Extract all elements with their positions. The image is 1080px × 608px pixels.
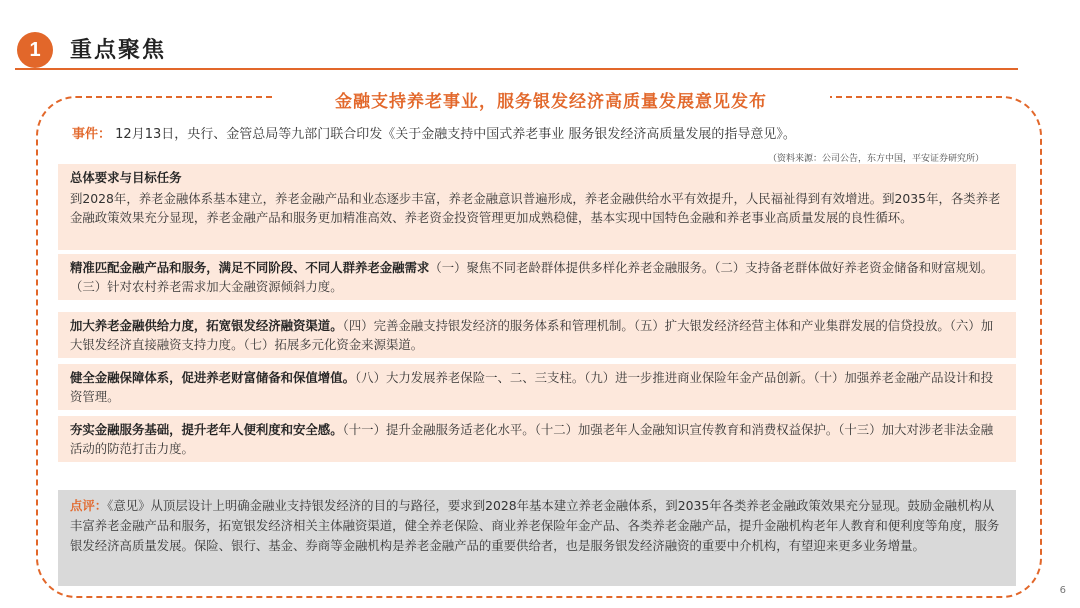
- overall-heading: 总体要求与目标任务: [70, 170, 182, 185]
- event-label: 事件：: [72, 127, 112, 142]
- title-divider: [15, 68, 1018, 70]
- section-title: 重点聚焦: [70, 38, 167, 63]
- policy-block-3: [58, 364, 1016, 410]
- policy-block-4-heading: 夯实金融服务基础，提升老年人便利度和安全感。: [70, 422, 343, 437]
- commentary-block: [58, 490, 1016, 586]
- policy-block-1-text: （一）聚焦不同老龄群体提供多样化养老金融服务。（二）支持备老群体做好养老资金储备和财富规划。（三）针对农村养老需求加大金融资源倾斜力度。: [70, 260, 994, 294]
- policy-block-3-heading: 健全金融保障体系，促进养老财富储备和保值增值。: [70, 370, 355, 385]
- commentary-label: 点评：: [70, 498, 108, 513]
- policy-block-4: [58, 416, 1016, 462]
- policy-block-1: [58, 254, 1016, 300]
- overall-requirements-block: [58, 164, 1016, 250]
- headline-banner: 金融支持养老事业，服务银发经济高质量发展意见发布: [272, 84, 830, 114]
- overall-text: 到2028年，养老金融体系基本建立，养老金融产品和业态逐步丰富，养老金融意识普遍形成，养老金融供给水平有效提升，人民福祉得到有效增进。到2035年，各类养老金融政策效果充分显现，养老金融产品和服务更加精准高效、养老资金投资管理更加成熟稳健，基本实现中国特色金融和养老事业高质量发展的良性循环。: [70, 191, 1001, 225]
- section-number-badge: 1: [17, 32, 53, 68]
- policy-block-3-text: （八）大力发展养老保险一、二、三支柱。（九）进一步推进商业保险年金产品创新。（十）加强养老金融产品设计和投资管理。: [70, 370, 994, 404]
- policy-block-4-text: （十一）提升金融服务适老化水平。（十二）加强老年人金融知识宣传教育和消费权益保护。（十三）加大对涉老非法金融活动的防范打击力度。: [70, 422, 994, 456]
- page-number: 6: [1059, 585, 1066, 596]
- policy-block-2-text: （四）完善金融支持银发经济的服务体系和管理机制。（五）扩大银发经济经营主体和产业集群发展的信贷投放。（六）加大银发经济直接融资支持力度。（七）拓展多元化资金来源渠道。: [70, 318, 994, 352]
- policy-block-1-heading: 精准匹配金融产品和服务，满足不同阶段、不同人群养老金融需求: [70, 260, 430, 275]
- policy-block-2: [58, 312, 1016, 358]
- source-note: （资料来源：公司公告，东方中国，平安证券研究所）: [767, 154, 984, 164]
- event-text: 12月13日，央行、金管总局等九部门联合印发《关于金融支持中国式养老事业 服务银发经济高质量发展的指导意见》。: [115, 127, 796, 142]
- commentary-text: 《意见》从顶层设计上明确金融业支持银发经济的目的与路径，要求到2028年基本建立养老金融体系，到2035年各类养老金融政策效果充分显现。鼓励金融机构从丰富养老金融产品和服务，拓宽银发经济相关主体融资渠道，健全养老保险、商业养老保险年金产品、各类养老金融产品，提升金融机构老年人教育和便利度等角度，服务银发经济高质量发展。保险、银行、基金、券商等金融机构是养老金融产品的重要供给者，也是服务银发经济融资的重要中介机构，有望迎来更多业务增量。: [70, 498, 1000, 553]
- event-line: [72, 123, 796, 142]
- policy-block-2-heading: 加大养老金融供给力度，拓宽银发经济融资渠道。: [70, 318, 343, 333]
